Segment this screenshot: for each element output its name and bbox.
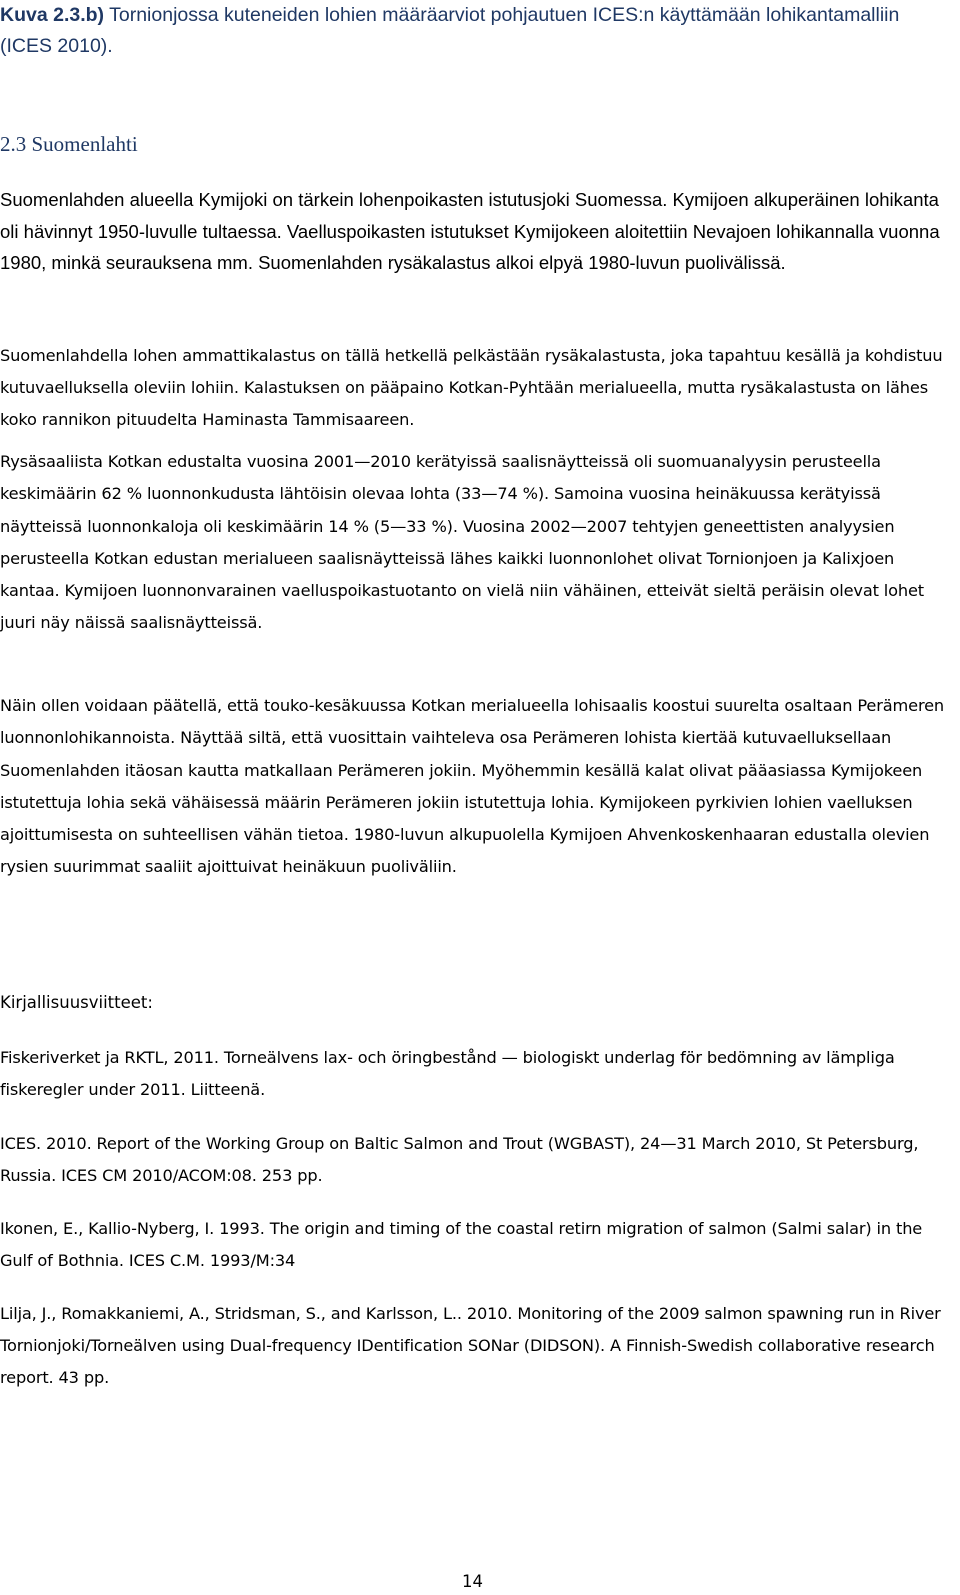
- reference-1: Fiskeriverket ja RKTL, 2011. Torneälvens lax- och öringbestånd — biologiskt underlag för bedömning av lämpliga fiskeregler under 2011. Liitteenä.: [0, 1048, 895, 1099]
- reference-4: Lilja, J., Romakkaniemi, A., Stridsman, S., and Karlsson, L.. 2010. Monitoring of the 2009 salmon spawning run in River Tornionjoki/Torneälven using Dual-frequency IDentification SONar (DIDSON). A Finnish-Swedish collaborative research report. 43 pp.: [0, 1304, 941, 1387]
- paragraph-3: Rysäsaaliista Kotkan edustalta vuosina 2001—2010 kerätyissä saalisnäytteissä oli suomuanalyysin perusteella keskimäärin 62 % luonnonkudusta lähtöisin olevaa lohta (33—74 %). Samoina vuosina heinäkuussa kerätyissä näytteissä luonnonkaloja oli keskimäärin 14 % (5—33 %). Vuosina 2002—2007 tehtyjen geneettisten analyysien perusteella Kotkan edustan merialueen saalisnäytteissä lähes kaikki luonnonlohet olivat Tornionjoen ja Kalixjoen kantaa. Kymijoen luonnonvarainen vaelluspoikastuotanto on vielä niin vähäinen, etteivät sieltä peräisin olevat lohet juuri näy näissä saalisnäytteissä.: [0, 452, 925, 633]
- paragraph-2: Suomenlahdella lohen ammattikalastus on tällä hetkellä pelkästään rysäkalastusta, joka tapahtuu kesällä ja kohdistuu kutuvaelluksella oleviin lohiin. Kalastuksen on pääpaino Kotkan-Pyhtään merialueella, mutta rysäkalastusta on lähes koko rannikon pituudelta Haminasta Tammisaareen.: [0, 346, 943, 429]
- section-heading: 2.3 Suomenlahti: [0, 132, 138, 156]
- reference-3: Ikonen, E., Kallio-Nyberg, I. 1993. The origin and timing of the coastal retirn migration of salmon (Salmi salar) in the Gulf of Bothnia. ICES C.M. 1993/M:34: [0, 1219, 923, 1270]
- caption-text: Tornionjossa kuteneiden lohien määräarviot pohjautuen ICES:n käyttämään lohikantamalliin (ICES 2010).: [0, 4, 900, 57]
- paragraph-4: Näin ollen voidaan päätellä, että touko-kesäkuussa Kotkan merialueella lohisaalis koostui suurelta osaltaan Perämeren luonnonlohikannoista. Näyttää siltä, että vuosittain vaihteleva osa Perämeren lohista kiertää kutuvaelluksellaan Suomenlahden itäosan kautta matkallaan Perämeren jokiin. Myöhemmin kesällä kalat olivat pääasiassa Kymijokeen istutettuja lohia sekä vähäisessä määrin Perämeren jokiin istutettuja lohia. Kymijokeen pyrkivien lohien vaelluksen ajoittumisesta on suhteellisen vähän tietoa. 1980-luvun alkupuolella Kymijoen Ahvenkoskenhaaran edustalla olevien rysien suurimmat saaliit ajoittuivat heinäkuun puoliväliin.: [0, 696, 945, 877]
- page-number: 14: [462, 1572, 483, 1591]
- caption-label: Kuva 2.3.b): [0, 4, 105, 26]
- reference-2: ICES. 2010. Report of the Working Group on Baltic Salmon and Trout (WGBAST), 24—31 March 2010, St Petersburg, Russia. ICES CM 2010/ACOM:08. 253 pp.: [0, 1134, 919, 1185]
- figure-caption: [0, 0, 945, 62]
- references-heading: Kirjallisuusviitteet:: [0, 993, 153, 1012]
- paragraph-1: Suomenlahden alueella Kymijoki on tärkein lohenpoikasten istutusjoki Suomessa. Kymijoen alkuperäinen lohikanta oli hävinnyt 1950-luvulle tultaessa. Vaelluspoikasten istutukset Kymijokeen aloitettiin Nevajoen lohikannalla vuonna 1980, minkä seurauksena mm. Suomenlahden rysäkalastus alkoi elpyä 1980-luvun puolivälissä.: [0, 189, 940, 273]
